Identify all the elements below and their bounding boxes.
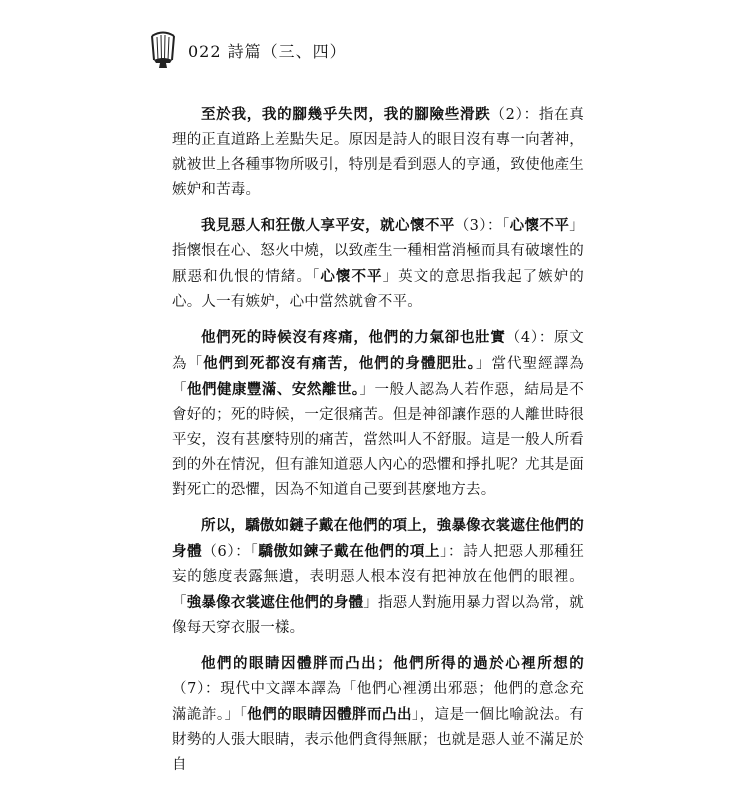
verse-quote: 心懷不平 [320, 268, 383, 285]
paragraph-verse-2 [172, 102, 584, 203]
verse-quote: 他們的眼睛因體胖而凸出 [247, 706, 412, 723]
page-number-and-title [188, 39, 347, 62]
paragraph-verse-4 [172, 325, 584, 503]
commentary-text: 」指懷恨在心、怒火中燒，以致產生一種相當消極而具有破壞性的厭惡和仇恨的情緒。「 [172, 218, 584, 285]
commentary-text: 」，這是一個比喻說法。有財勢的人張大眼睛，表示他們貪得無厭；也就是惡人並不滿足於自 [172, 707, 584, 773]
commentary-text: 」當代聖經譯為「 [172, 356, 584, 398]
verse-quote: 所以，驕傲如鏈子戴在他們的項上，強暴像衣裳遮住他們的身體 [172, 517, 584, 560]
paragraph-verse-3 [172, 213, 584, 315]
commentary-text: （7）：現代中文譯本譯為「他們心裡湧出邪惡；他們的意念充滿詭詐。」「 [172, 681, 584, 723]
verse-quote: 他們死的時候沒有疼痛，他們的力氣卻也壯實 [201, 329, 506, 346]
verse-quote: 心懷不平 [509, 217, 570, 234]
paragraph-verse-6 [172, 513, 584, 641]
commentary-text: （2）：指在真理的正直道路上差點失足。原因是詩人的眼目沒有專一向著神，就被世上各種事物所吸引，特別是看到惡人的亨通，致使他產生嫉妒和苦毒。 [172, 107, 584, 198]
page-number: 022 [188, 41, 222, 61]
commentary-text: （4）：原文為「 [172, 330, 584, 372]
running-header [148, 30, 347, 70]
verse-quote: 驕傲如鍊子戴在他們的項上 [258, 543, 441, 560]
verse-quote: 他們的眼睛因體胖而凸出；他們所得的過於心裡所想的 [201, 655, 584, 672]
verse-quote: 強暴像衣裳遮住他們的身體 [186, 594, 364, 611]
book-title: 詩篇（三、四） [227, 41, 347, 61]
paragraph-verse-7 [172, 651, 584, 778]
verse-quote: 他們健康豐滿、安然離世。 [186, 381, 360, 398]
verse-quote: 我見惡人和狂傲人享平安，就心懷不平 [201, 217, 455, 234]
harp-icon [148, 30, 178, 70]
commentary-text: 」英文的意思指我起了嫉妒的心。人一有嫉妒，心中當然就會不平。 [172, 269, 584, 310]
commentary-body [172, 102, 584, 788]
verse-quote: 至於我，我的腳幾乎失閃，我的腳險些滑跌 [201, 106, 491, 123]
commentary-text: 」：詩人把惡人那種狂妄的態度表露無遺，表明惡人根本沒有把神放在他們的眼裡。「 [172, 544, 584, 611]
commentary-text: 」一般人認為人若作惡，結局是不會好的；死的時候，一定很痛苦。但是神卻讓作惡的人離世時很平安，沒有甚麼特別的痛苦，當然叫人不舒服。這是一般人所看到的外在情況，但有誰知道惡人內心的恐懼和掙扎呢？尤其是面對死亡的恐懼，因為不知道自己要到甚麼地方去。 [172, 382, 584, 498]
verse-quote: 他們到死都沒有痛苦，他們的身體肥壯。 [203, 355, 476, 372]
commentary-text: （3）：「 [454, 218, 510, 234]
commentary-text: 」指惡人對施用暴力習以為常，就像每天穿衣服一樣。 [172, 595, 584, 636]
commentary-text: （6）：「 [202, 544, 259, 560]
